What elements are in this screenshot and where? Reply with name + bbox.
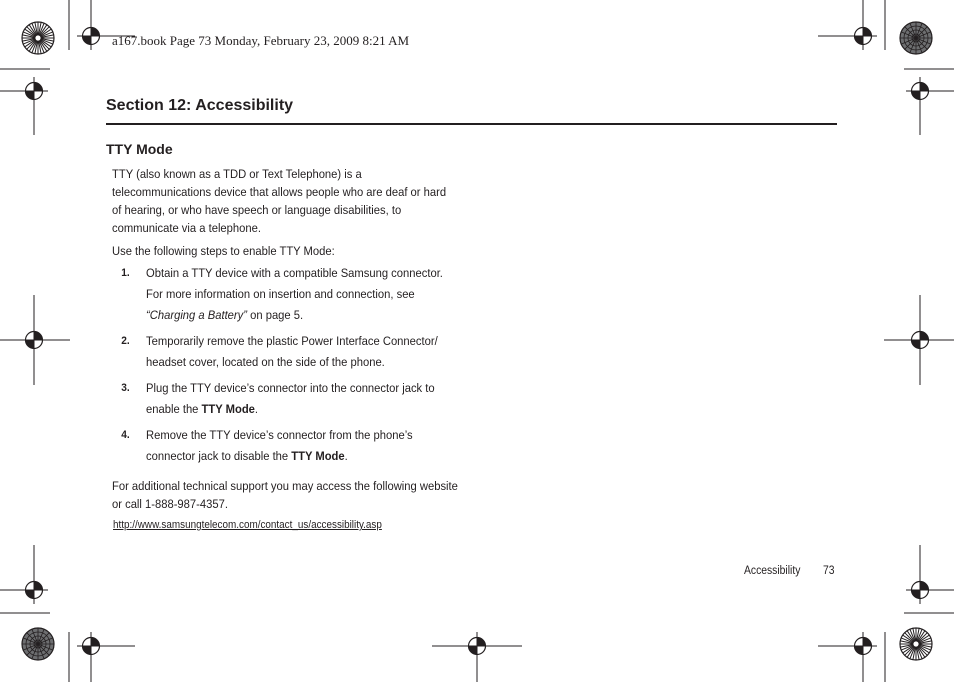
step-text-part: Remove the TTY device’s connector from the phone’s connector jack to disable the bbox=[146, 428, 413, 463]
registration-mark-icon bbox=[20, 326, 48, 354]
grid-target-icon bbox=[22, 628, 54, 660]
step-text-part: . bbox=[344, 449, 348, 463]
subsection-title: TTY Mode bbox=[106, 141, 173, 157]
accessibility-link[interactable]: http://www.samsungtelecom.com/contact_us/accessibility.asp bbox=[113, 519, 382, 531]
step-item bbox=[112, 378, 462, 420]
step-text-part: Obtain a TTY device with a compatible Samsung connector. For more information on insertion and connection, see bbox=[146, 266, 443, 301]
step-number: 3. bbox=[121, 382, 130, 394]
star-target-icon bbox=[22, 22, 54, 54]
step-number: 2. bbox=[121, 335, 130, 347]
step-item bbox=[112, 425, 462, 467]
steps-intro-paragraph: Use the following steps to enable TTY Mode: bbox=[112, 244, 335, 258]
step-text-part: Plug the TTY device’s connector into the connector jack to enable the bbox=[146, 381, 435, 416]
step-item bbox=[112, 263, 462, 326]
registration-mark-icon bbox=[20, 576, 48, 604]
step-text-part: on page 5. bbox=[247, 308, 304, 322]
registration-mark-icon bbox=[849, 22, 877, 50]
registration-mark-icon bbox=[906, 576, 934, 604]
page-number: 73 bbox=[823, 565, 835, 577]
star-target-icon bbox=[900, 628, 932, 660]
step-number: 4. bbox=[121, 429, 130, 441]
step-number: 1. bbox=[121, 267, 130, 279]
print-header-line: a167.book Page 73 Monday, February 23, 2009 8:21 AM bbox=[112, 33, 410, 48]
menu-term: TTY Mode bbox=[291, 449, 345, 463]
section-title: Section 12: Accessibility bbox=[106, 97, 294, 114]
section-rule bbox=[106, 123, 837, 125]
steps-list bbox=[112, 263, 462, 472]
registration-mark-icon bbox=[849, 632, 877, 660]
footer-section-label: Accessibility bbox=[744, 565, 801, 577]
step-item bbox=[112, 331, 462, 373]
registration-mark-icon bbox=[77, 632, 105, 660]
cross-reference: “Charging a Battery” bbox=[146, 308, 248, 322]
grid-target-icon bbox=[900, 22, 932, 54]
registration-mark-icon bbox=[77, 22, 105, 50]
step-text: Temporarily remove the plastic Power Interface Connector/ headset cover, located on the side of the phone. bbox=[146, 334, 438, 369]
step-text bbox=[146, 425, 462, 467]
registration-mark-icon bbox=[906, 326, 934, 354]
registration-mark-icon bbox=[20, 77, 48, 105]
step-text bbox=[146, 263, 462, 326]
intro-paragraph: TTY (also known as a TDD or Text Telephone) is a telecommunications device that allows people who are deaf or hard of hearing, or who have speech or language disabilities, to communicate via a telephone. bbox=[112, 167, 447, 235]
support-paragraph: For additional technical support you may access the following website or call 1-888-987-4357. bbox=[112, 479, 458, 511]
registration-mark-icon bbox=[463, 632, 491, 660]
menu-term: TTY Mode bbox=[201, 402, 255, 416]
step-text bbox=[146, 378, 462, 420]
registration-mark-icon bbox=[906, 77, 934, 105]
step-text-part: . bbox=[254, 402, 259, 416]
